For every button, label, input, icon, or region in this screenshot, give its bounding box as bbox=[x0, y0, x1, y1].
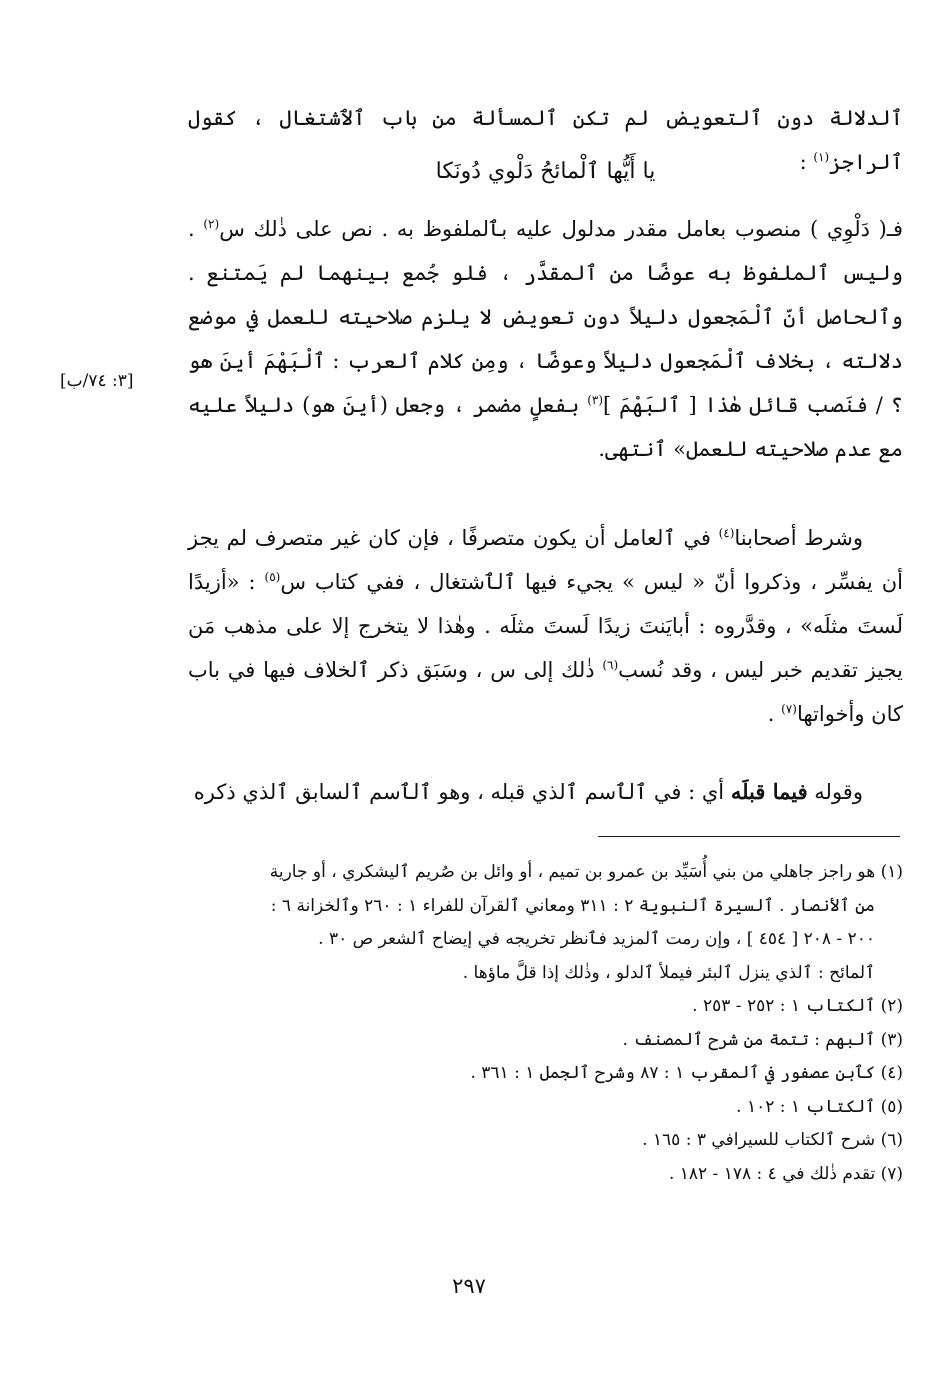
footnote-2: (٢) ٱلكتاب ١ : ٢٥٢ - ٢٥٣ . bbox=[692, 996, 903, 1016]
footnote-1-line-3: ٢٠٠ - ٢٠٨ [ ٤٥٤ ] ، وإن رمت ٱلمزيد فٱنظر تخريجه في إيضاح ٱلشعر ص ٣٠ . bbox=[318, 929, 875, 949]
footnote-ref-7: (٧) bbox=[781, 702, 797, 716]
paragraph-3-part-a: وقوله bbox=[807, 780, 863, 804]
footnote-ref-2: (٢) bbox=[203, 217, 220, 231]
opening-line-colon: : bbox=[799, 150, 814, 174]
paragraph-2-part-a: وشرط أصحابنا bbox=[734, 526, 863, 550]
verse-line: يا أَيُّها ٱلْمائحُ دَلْوي دُونَكا bbox=[435, 159, 656, 184]
footnote-ref-4: (٤) bbox=[718, 526, 735, 540]
paragraph-3 bbox=[188, 770, 903, 814]
footnote-separator bbox=[598, 836, 900, 837]
footnote-1-line-2: من ٱلأنصار . ٱلسيرة ٱلنبوية ٢ : ٣١١ ومعاني ٱلقرآن للفراء ١ : ٢٦٠ وٱلخزانة ٦ : bbox=[270, 895, 875, 916]
footnote-ref-1: (١) bbox=[813, 150, 830, 164]
paragraph-2 bbox=[188, 516, 903, 736]
paragraph-2-part-d: ذٰلك إلى س ، وسَبَق ذكر ٱلخلاف فيها في باب كان وأخواتها bbox=[188, 658, 903, 726]
footnote-ref-5: (٥) bbox=[264, 570, 281, 584]
opening-line-text: ٱلدلالة دون ٱلتعويض لم تكن ٱلمسألة من باب ٱلٱشتغال ، كقول ٱلراجز bbox=[188, 106, 903, 174]
footnote-1-line-1: (١) هو راجز جاهلي من بني أُسَيِّد بن عمرو بن تميم ، أو وائل بن صُريم ٱليشكري ، أو جارية bbox=[269, 862, 903, 882]
page-number: ٢٩٧ bbox=[452, 1274, 486, 1298]
footnote-5: (٥) ٱلكتاب ١ : ١٠٢ . bbox=[736, 1096, 903, 1117]
footnote-ref-6: (٦) bbox=[602, 658, 619, 672]
paragraph-1-part-b: . وليس ٱلملفوظ به عوضًا من ٱلمقدَّر ، فلو جُمع بينهما لم يَمتنع . وٱلحاصل أنّ ٱلْمَجعول دليلاً دون تعويض لا يلزم صلاحيته للعمل في موضع دلالته ، بخلاف ٱلْمَجعول دليلاً وعوضًا ، ومِن كلام ٱلعرب : ٱلْبَهْمَ أينَ هو ؟ / فنَصب قائل هٰذا [ ٱلبَهْمَ ] bbox=[188, 217, 903, 417]
paragraph-1-part-c: بفعلٍ مضمر ، وجعل (أينَ هو) دليلاً عليه مع عدم صلاحيته للعمل» ٱنتهى. bbox=[188, 393, 903, 461]
footnote-4: (٤) كٱبن عصفور في ٱلمقرب ١ : ٨٧ وشرح ٱلجمل ١ : ٣٦١ . bbox=[470, 1063, 903, 1083]
footnotes-list bbox=[188, 856, 903, 1191]
paragraph-2-part-e: . bbox=[767, 702, 782, 726]
footnote-ref-3: (٣) bbox=[587, 393, 604, 407]
footnote-7: (٧) تقدم ذٰلك في ٤ : ١٧٨ - ١٨٢ . bbox=[668, 1163, 903, 1184]
paragraph-1-part-a: فـ( دَلْوِي ) منصوب بعامل مقدر مدلول عليه بٱلملفوظ به . نص على ذٰلك س bbox=[219, 217, 903, 241]
paragraph-2-part-b: في ٱلعامل أن يكون متصرفًا ، فإن كان غير متصرف لم يجز أن يفسِّر ، وذكروا أنّ « ليس » يجيء فيها ٱلٱشتغال ، ففي كتاب س bbox=[188, 526, 903, 594]
paragraph-1 bbox=[188, 207, 903, 471]
manuscript-folio-ref: [٣: ٧٤/ب] bbox=[60, 371, 134, 391]
paragraph-3-part-b: أي : في ٱلٱسم ٱلذي قبله ، وهو ٱلٱسم ٱلسابق ٱلذي ذكره bbox=[193, 780, 731, 804]
footnote-6: (٦) شرح ٱلكتاب للسيرافي ٣ : ١٦٥ . bbox=[642, 1130, 903, 1150]
paragraph-3-bold-phrase: فيما قبلَه bbox=[730, 779, 808, 804]
footnote-1-line-4: ٱلمائح : ٱلذي ينزل ٱلبئر فيملأ ٱلدلو ، وذٰلك إذا قلَّ ماؤها . bbox=[462, 962, 875, 983]
paragraph-2-part-c: : «أزيدًا لَستَ مثلَه» ، وقدَّروه : أبايَنتَ زيدًا لَستَ مثلَه . وهٰذا لا يتخرج إلا على مذهب مَن يجيز تقديم خبر ليس ، وقد نُسب bbox=[188, 570, 903, 682]
footnote-3: (٣) ٱلبهم : تتمة من شرح ٱلمصنف . bbox=[622, 1029, 903, 1050]
